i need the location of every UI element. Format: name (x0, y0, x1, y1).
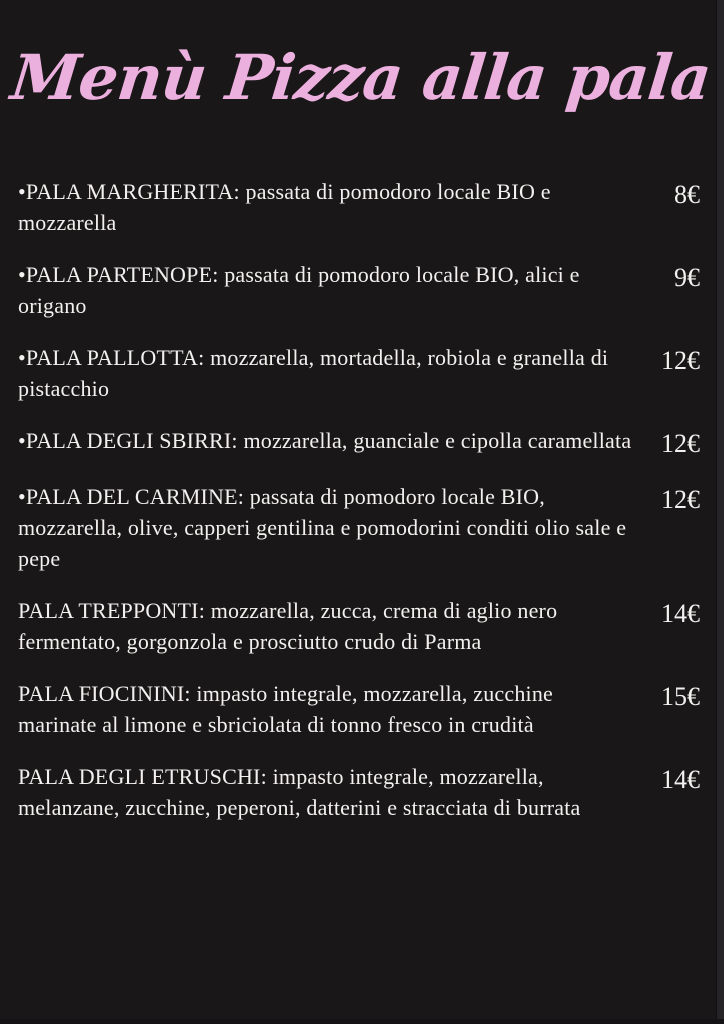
item-name: PALA PALLOTTA (25, 345, 199, 370)
item-name: PALA MARGHERITA (25, 179, 234, 204)
item-ingredients: mozzarella, guanciale e cipolla caramellata (243, 428, 632, 453)
name-separator: : (260, 764, 273, 789)
item-text (18, 761, 633, 823)
item-text (18, 425, 633, 456)
item-price: 12€ (661, 485, 700, 514)
menu-item (18, 761, 700, 823)
menu-item (18, 595, 700, 657)
item-text (18, 176, 633, 238)
menu-item (18, 678, 700, 740)
menu-item (18, 176, 700, 238)
item-name: PALA TREPPONTI (18, 598, 199, 623)
name-separator: : (237, 484, 250, 509)
item-ingredients: passata di pomodoro locale BIO e mozzarella (18, 179, 551, 235)
menu-item (18, 259, 700, 321)
menu-item (18, 481, 700, 574)
item-name: PALA DEL CARMINE (25, 484, 238, 509)
item-text (18, 595, 633, 657)
name-separator: : (212, 262, 225, 287)
page-title: Menù Pizza alla pala (7, 41, 714, 114)
item-ingredients: impasto integrale, mozzarella, zucchine marinate al limone e sbriciolata di tonno fresco in crudità (18, 681, 553, 737)
item-text (18, 342, 633, 404)
item-price: 14€ (661, 599, 700, 628)
photo-edge-right (716, 0, 724, 1024)
item-ingredients: passata di pomodoro locale BIO, mozzarella, olive, capperi gentilina e pomodorini conditi olio sale e pepe (18, 484, 627, 571)
item-ingredients: impasto integrale, mozzarella, melanzane, zucchine, peperoni, datterini e stracciata di burrata (18, 764, 581, 820)
menu-item (18, 425, 700, 460)
item-ingredients: passata di pomodoro locale BIO, alici e origano (18, 262, 580, 318)
bullet-glyph: • (18, 179, 26, 204)
item-price: 9€ (674, 263, 700, 292)
name-separator: : (198, 598, 211, 623)
name-separator: : (233, 179, 246, 204)
item-price: 12€ (661, 346, 700, 375)
item-text (18, 259, 633, 321)
item-price: 14€ (661, 765, 700, 794)
bullet-glyph: • (18, 484, 26, 509)
item-price: 8€ (674, 180, 700, 209)
name-separator: : (231, 428, 244, 453)
bullet-glyph: • (18, 262, 26, 287)
bullet-glyph: • (18, 345, 26, 370)
photo-edge-bottom (0, 1019, 724, 1024)
menu-item (18, 342, 700, 404)
item-text (18, 481, 633, 574)
name-separator: : (198, 345, 211, 370)
name-separator: : (184, 681, 197, 706)
item-text (18, 678, 633, 740)
item-name: PALA FIOCININI (18, 681, 185, 706)
item-name: PALA PARTENOPE (25, 262, 213, 287)
bullet-glyph: • (18, 428, 26, 453)
menu-list (0, 176, 724, 823)
item-ingredients: mozzarella, mortadella, robiola e granella di pistacchio (18, 345, 609, 401)
item-name: PALA DEGLI SBIRRI (25, 428, 232, 453)
item-name: PALA DEGLI ETRUSCHI (18, 764, 261, 789)
item-price: 12€ (661, 429, 700, 458)
item-price: 15€ (661, 682, 700, 711)
item-ingredients: mozzarella, zucca, crema di aglio nero fermentato, gorgonzola e prosciutto crudo di Parma (18, 598, 558, 654)
